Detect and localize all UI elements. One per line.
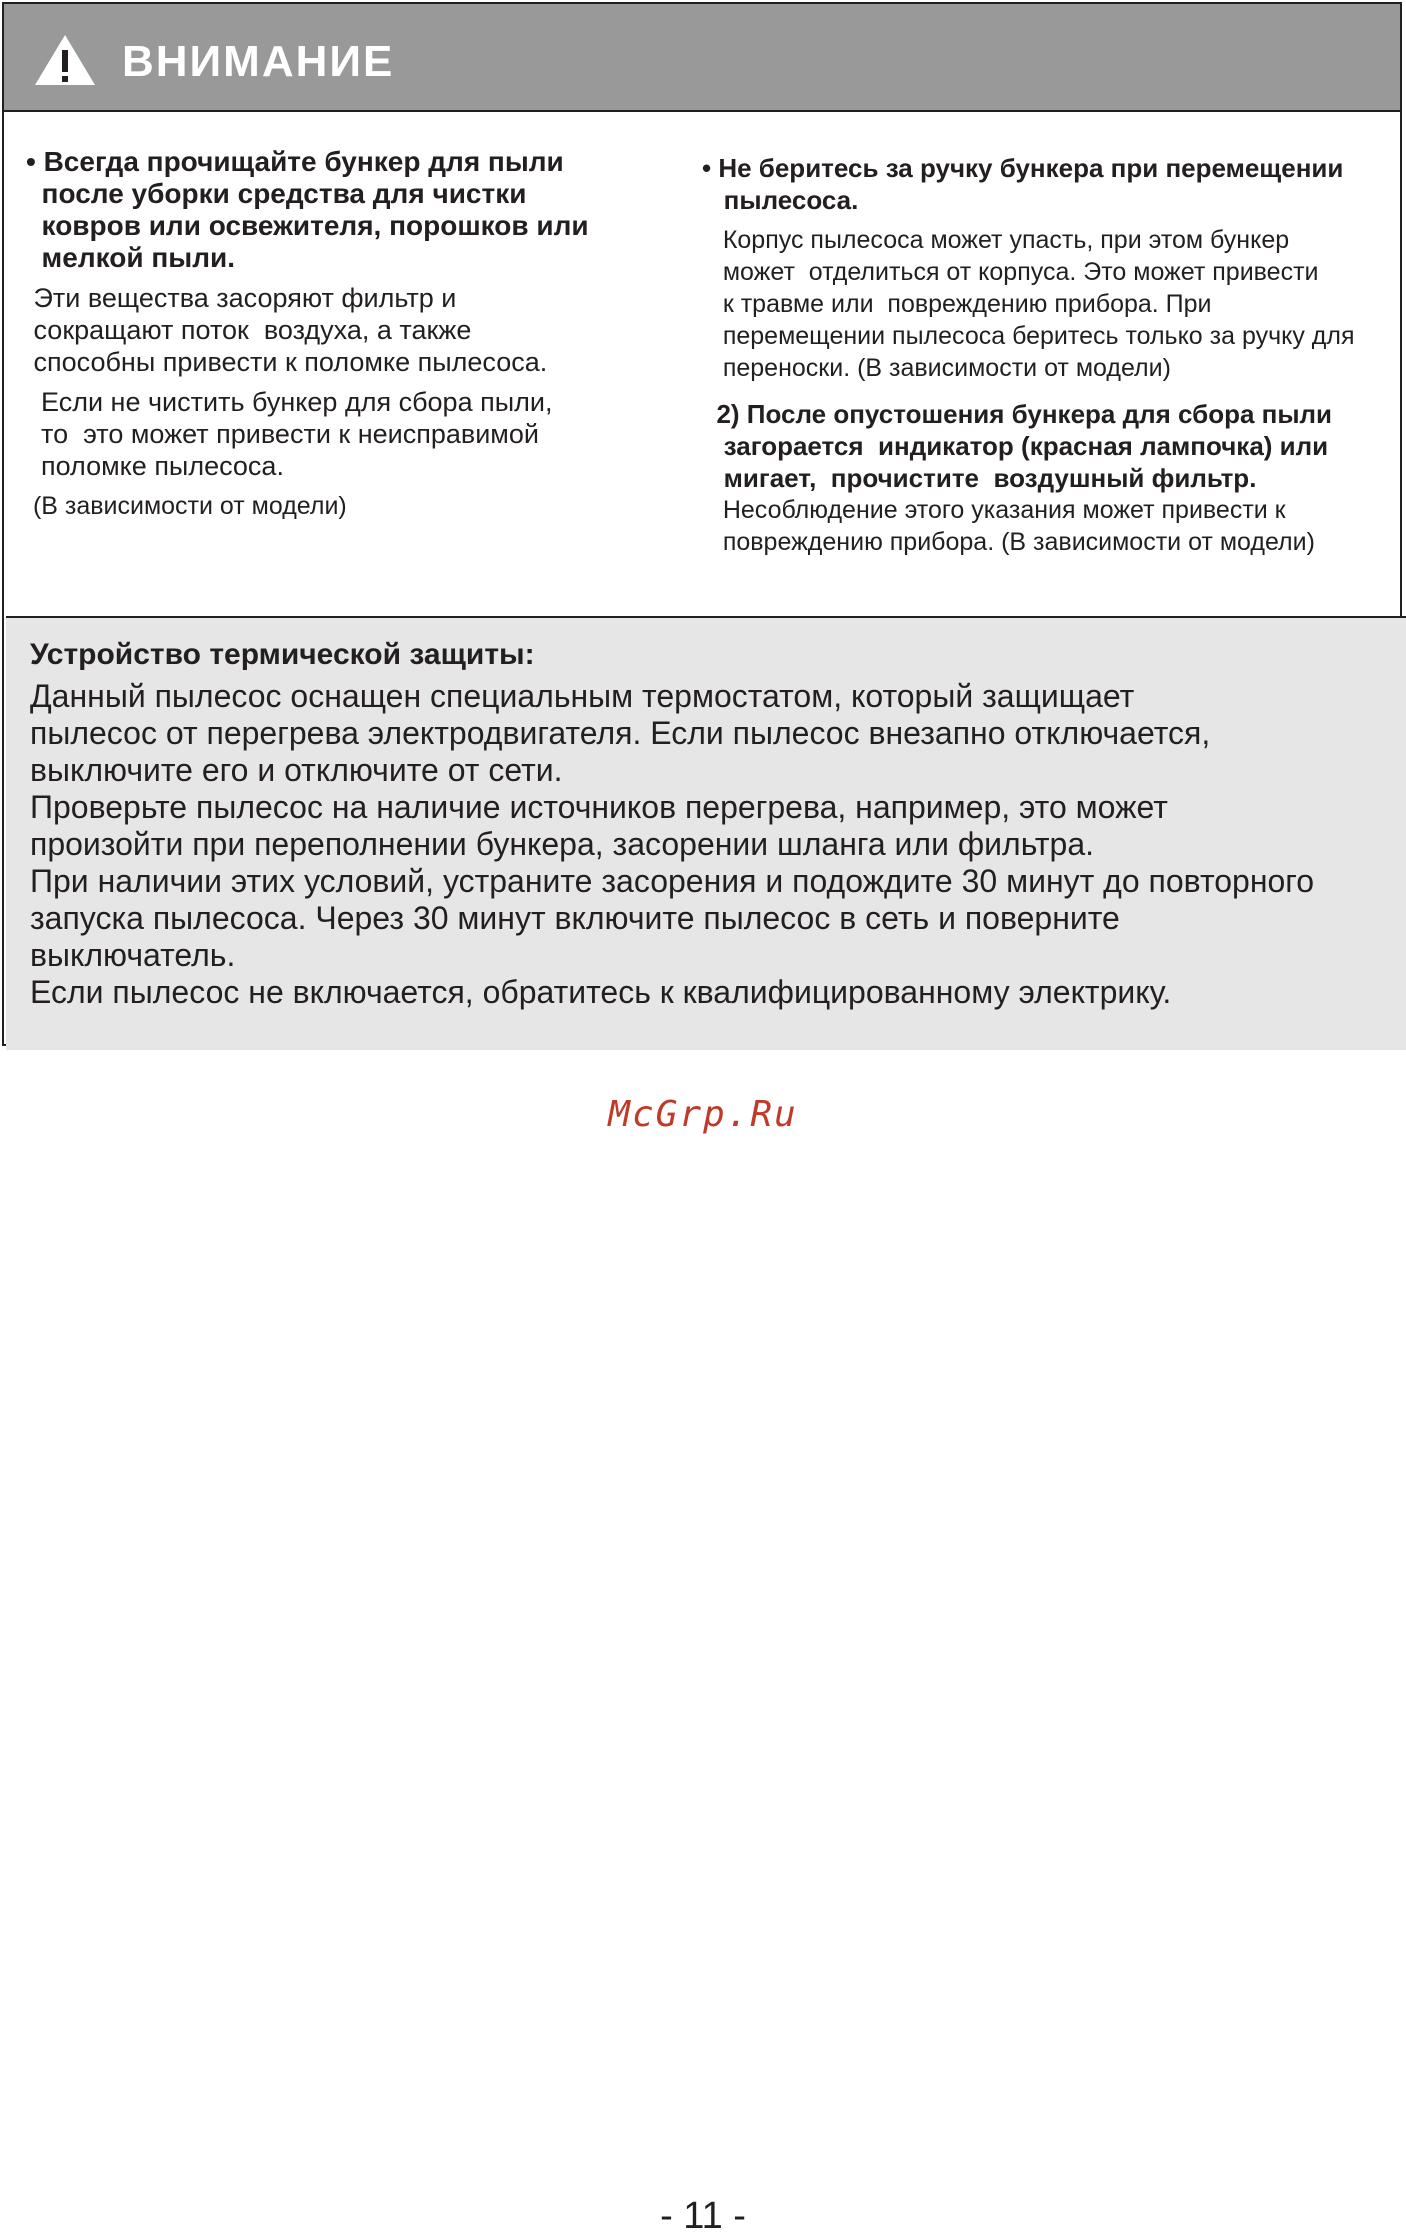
warning-right-text2: Несоблюдение этого указания может привести к повреждению прибора. (В зависимости от модели) — [722, 496, 1315, 556]
warning-left-column — [26, 146, 666, 522]
warning-triangle-icon — [32, 32, 98, 88]
warning-header — [4, 4, 1400, 112]
warning-right-column — [702, 152, 1392, 558]
warning-left-bold: • Всегда прочищайте бункер для пыли после уборки средства для чистки ковров или освежителя, порошков или мелкой пыли. — [26, 146, 589, 273]
thermal-paragraph-1: Данный пылесос оснащен специальным термостатом, который защищает пылесос от перегрева электродвигателя. Если пылесос внезапно отключается, выключите его и отключите от сети. — [30, 678, 1211, 788]
warning-right-bold2: 2) После опустошения бункера для сбора пыли загорается индикатор (красная лампочка) или мигает, прочистите воздушный фильтр. — [716, 399, 1333, 493]
thermal-body — [30, 678, 1390, 1011]
warning-left-text1: Эти вещества засоряют фильтр и сокращают поток воздуха, а также способны привести к поломке пылесоса. — [33, 283, 548, 377]
thermal-paragraph-2: Проверьте пылесос на наличие источников перегрева, например, это может произойти при переполнении бункера, засорении шланга или фильтра. — [30, 789, 1168, 862]
warning-box — [2, 2, 1402, 1046]
page-number: - 11 - — [660, 2195, 746, 2237]
warning-title: ВНИМАНИЕ — [122, 37, 395, 86]
warning-right-bold1: • Не беритесь за ручку бункера при перемещении пылесоса. — [702, 153, 1344, 215]
thermal-paragraph-4: Если пылесос не включается, обратитесь к квалифицированному электрику. — [30, 974, 1172, 1010]
warning-left-note: (В зависимости от модели) — [26, 492, 347, 520]
warning-right-text1: Корпус пылесоса может упасть, при этом бункер может отделиться от корпуса. Это может привести к травме или повреждению прибора. При перемещении пылесоса беритесь только за ручку для переноски. (В зависимости от модели) — [722, 226, 1355, 382]
warning-left-text2: Если не чистить бункер для сбора пыли, то это может привести к неисправимой поломке пылесоса. — [41, 387, 553, 481]
watermark: McGrp.Ru — [608, 1094, 798, 1135]
thermal-paragraph-3: При наличии этих условий, устраните засорения и подождите 30 минут до повторного запуска пылесоса. Через 30 минут включите пылесос в сеть и поверните выключатель. — [30, 863, 1315, 973]
thermal-title: Устройство термической защиты: — [30, 638, 535, 671]
thermal-protection-section — [6, 616, 1406, 1050]
